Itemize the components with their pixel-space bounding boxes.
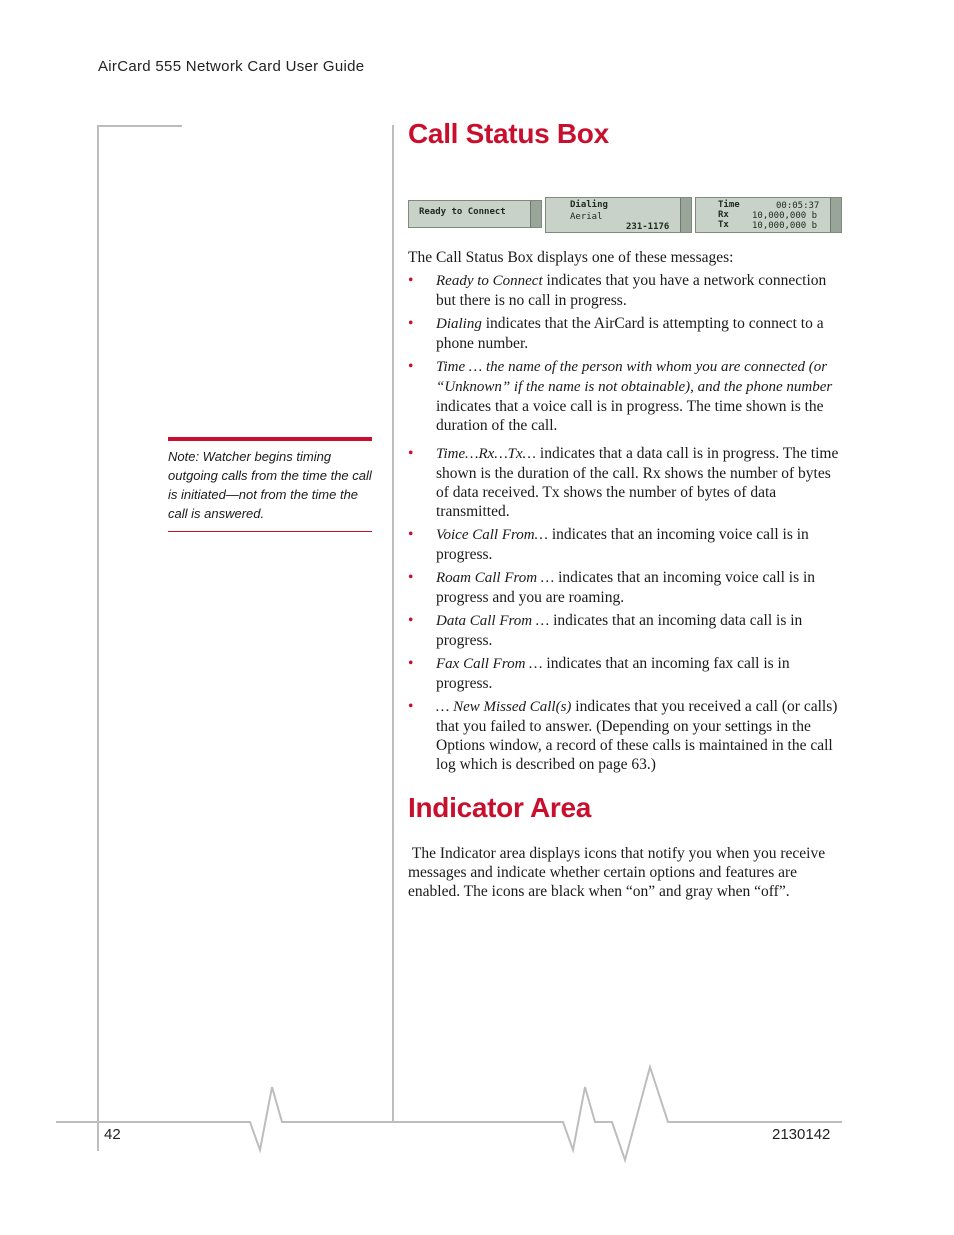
list-item-term: Data Call From …: [436, 613, 550, 629]
list-item-term: Ready to Connect: [436, 273, 543, 289]
list-item-text: indicates that a voice call is in progress. The time shown is the duration of the call.: [436, 398, 824, 434]
list-item: [408, 525, 844, 564]
bullet-icon: •: [408, 445, 414, 462]
list-item-term: Roam Call From …: [436, 570, 555, 586]
lcd-scrollbar: [680, 198, 691, 232]
lcd-label-tx: Tx: [718, 220, 729, 230]
list-item: [408, 271, 844, 310]
lcd-screen-data-call: [695, 197, 842, 233]
list-item-text: indicates that a data call is in progress. The time shown is the duration of the call. Rx shows the number of bytes of data received. Tx shows the number of bytes of data transmitted.: [436, 445, 839, 520]
lcd-screen-dialing: [545, 197, 692, 233]
list-item-term: Voice Call From…: [436, 527, 548, 543]
lcd-scrollbar: [830, 198, 841, 232]
top-left-rule: [97, 125, 182, 127]
margin-note: [168, 437, 372, 532]
bullet-icon: •: [408, 358, 414, 375]
lcd-text-number: 231-1176: [626, 222, 670, 232]
column-divider-rule: [392, 125, 394, 1122]
list-item-text: indicates that an incoming voice call is in progress.: [436, 526, 809, 563]
lcd-value-time: 00:05:37: [776, 201, 820, 211]
section-heading-call-status-box: Call Status Box: [408, 118, 609, 149]
list-item-text: indicates that you received a call (or calls) that you failed to answer. (Depending on your settings in the Options window, a record of these calls is maintained in the call log which is described on page 63.): [436, 698, 838, 773]
lcd-label-time: Time: [718, 200, 740, 210]
footer-left-tick: [97, 1122, 99, 1150]
list-item-text: indicates that you have a network connection but there is no call in progress.: [436, 272, 827, 309]
bullet-icon: •: [408, 569, 414, 586]
list-item: [408, 444, 844, 521]
list-item-text: indicates that the AirCard is attempting to connect to a phone number.: [436, 315, 824, 352]
footer-doc-number: 2130142: [772, 1126, 831, 1143]
lcd-value-rx: 10,000,000 b: [752, 211, 818, 221]
lcd-text-aerial: Aerial: [570, 212, 603, 222]
list-item: [408, 314, 844, 353]
list-item-text: indicates that an incoming data call is in progress.: [436, 612, 803, 649]
lcd-text-dialing: Dialing: [570, 200, 608, 210]
list-item-term: Fax Call From …: [436, 656, 543, 672]
bullet-icon: •: [408, 315, 414, 332]
call-status-list-part1: [408, 271, 844, 439]
list-item: [408, 568, 844, 607]
call-status-list-part2: [408, 444, 844, 778]
section-heading-indicator-area: Indicator Area: [408, 792, 592, 823]
lcd-text-ready: Ready to Connect: [419, 207, 506, 217]
bullet-icon: •: [408, 272, 414, 289]
note-bottom-rule: [168, 531, 372, 532]
bullet-icon: •: [408, 526, 414, 543]
list-item: [408, 697, 844, 774]
bullet-icon: •: [408, 698, 414, 715]
indicator-area-body: The Indicator area displays icons that notify you when you receive messages and indicate whether certain options and features are enabled. The icons are black when “on” and gray when “off”.: [408, 845, 829, 900]
footer-page-number: 42: [104, 1126, 121, 1143]
running-header: AirCard 555 Network Card User Guide: [98, 58, 365, 75]
list-item-term: Time … the name of the person with whom you are connected (or “Unknown” if the name is not obtainable), and the phone number: [436, 359, 833, 395]
note-top-rule: [168, 437, 372, 441]
list-item-text: indicates that an incoming fax call is in progress.: [436, 655, 790, 692]
lcd-value-tx: 10,000,000 b: [752, 221, 818, 231]
footer-signal-wave-rule: [0, 1055, 954, 1165]
list-item-text: indicates that an incoming voice call is in progress and you are roaming.: [436, 569, 816, 606]
bullet-icon: •: [408, 612, 414, 629]
lcd-label-rx: Rx: [718, 210, 729, 220]
list-item-term: … New Missed Call(s): [436, 699, 572, 715]
left-margin-rule: [97, 125, 99, 1151]
note-text: Note: Watcher begins timing outgoing calls from the time the call is initiated—not from the time the call is answered.: [168, 449, 372, 521]
list-item: [408, 654, 844, 693]
list-item-term: Time…Rx…Tx…: [436, 446, 537, 462]
list-item: [408, 357, 844, 435]
lcd-scrollbar: [530, 201, 541, 227]
list-item-term: Dialing: [436, 316, 482, 332]
lcd-screen-ready: [408, 200, 542, 228]
list-item: [408, 611, 844, 650]
bullet-icon: •: [408, 655, 414, 672]
call-status-intro: The Call Status Box displays one of these messages:: [408, 249, 734, 266]
